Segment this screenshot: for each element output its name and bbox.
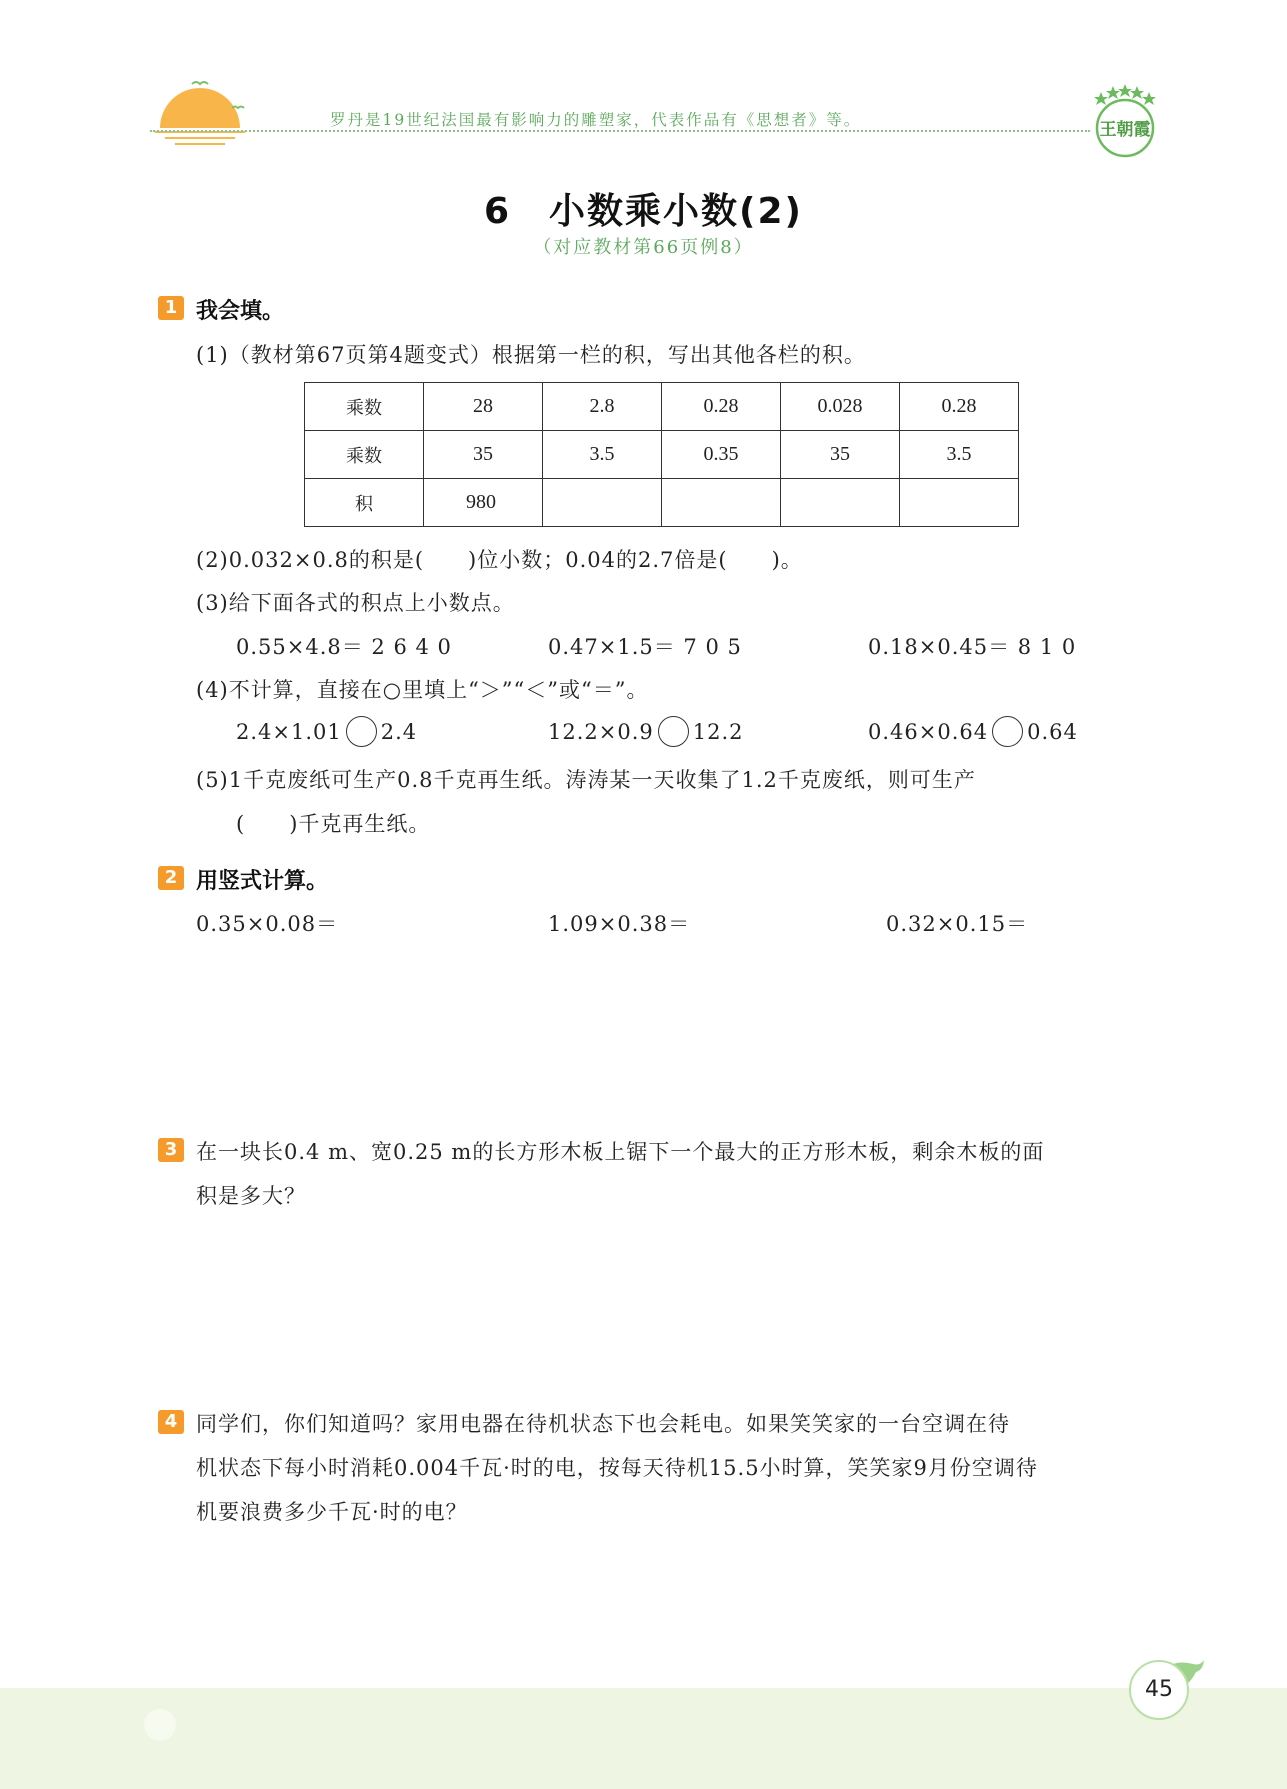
bubble-decoration-icon: [140, 1705, 180, 1745]
table-cell: 0.28: [662, 383, 781, 431]
table-row: [305, 431, 1019, 479]
header-divider: [150, 130, 1090, 132]
q1-part4-item: [236, 718, 417, 749]
compare-circle[interactable]: [346, 716, 377, 747]
table-row-label: 乘数: [305, 431, 424, 479]
q4-line2: 机状态下每小时消耗0.004千瓦·时的电，按每天待机15.5小时算，笑笑家9月份空调待: [196, 1456, 1038, 1480]
compare-left: 12.2×0.9: [548, 720, 654, 744]
footer-band: [0, 1688, 1287, 1789]
q2-item: 0.35×0.08＝: [196, 912, 339, 936]
answer-cell[interactable]: [543, 479, 662, 527]
q1-part3-item: 0.55×4.8＝ 2 6 4 0: [236, 635, 452, 659]
table-cell: 35: [424, 431, 543, 479]
table-row: [305, 383, 1019, 431]
question-number-1: 1: [158, 296, 184, 320]
table-cell: 0.35: [662, 431, 781, 479]
publisher-badge-icon: [1085, 78, 1165, 163]
q3-line2: 积是多大？: [196, 1184, 306, 1208]
answer-cell[interactable]: [900, 479, 1019, 527]
header-quote: 罗丹是19世纪法国最有影响力的雕塑家，代表作品有《思想者》等。: [330, 111, 862, 129]
q1-part3-item: 0.18×0.45＝ 8 1 0: [868, 635, 1077, 659]
page-subtitle: （对应教材第66页例8）: [533, 237, 754, 258]
table-cell: 3.5: [900, 431, 1019, 479]
question-number-4: 4: [158, 1410, 184, 1434]
product-table: [304, 382, 1019, 527]
question-number-2: 2: [158, 866, 184, 890]
compare-circle[interactable]: [992, 716, 1023, 747]
table-cell: 0.28: [900, 383, 1019, 431]
q4-line1: 同学们，你们知道吗？家用电器在待机状态下也会耗电。如果笑笑家的一台空调在待: [196, 1412, 1010, 1436]
page-title: 6 小数乘小数(2): [483, 191, 803, 232]
q1-part4-text: (4)不计算，直接在○里填上“＞”“＜”或“＝”。: [196, 678, 649, 702]
page-number: 45: [1129, 1660, 1189, 1720]
compare-left: 2.4×1.01: [236, 720, 342, 744]
question-1-heading: 我会填。: [196, 299, 285, 324]
table-row: [305, 479, 1019, 527]
table-cell: 2.8: [543, 383, 662, 431]
table-cell: 0.028: [781, 383, 900, 431]
q2-item: 0.32×0.15＝: [886, 912, 1029, 936]
q1-part4-item: [548, 718, 744, 749]
q2-item: 1.09×0.38＝: [548, 912, 691, 936]
sun-logo-icon: [150, 70, 250, 150]
compare-right: 0.64: [1027, 720, 1078, 744]
q1-part2-text: (2)0.032×0.8的积是( )位小数；0.04的2.7倍是( )。: [196, 548, 803, 572]
q4-line3: 机要浪费多少千瓦·时的电？: [196, 1500, 468, 1524]
table-cell: 3.5: [543, 431, 662, 479]
compare-right: 12.2: [692, 720, 744, 744]
compare-right: 2.4: [380, 720, 418, 744]
table-row-label: 乘数: [305, 383, 424, 431]
q1-part4-item: [868, 718, 1078, 749]
q1-part5-line2: ( )千克再生纸。: [236, 812, 431, 836]
q1-part3-item: 0.47×1.5＝ 7 0 5: [548, 635, 742, 659]
table-row-label: 积: [305, 479, 424, 527]
q1-part3-text: (3)给下面各式的积点上小数点。: [196, 591, 515, 615]
question-2-heading: 用竖式计算。: [196, 869, 329, 894]
compare-left: 0.46×0.64: [868, 720, 989, 744]
q1-part1-text: (1)（教材第67页第4题变式）根据第一栏的积，写出其他各栏的积。: [196, 343, 866, 367]
q1-part5-line1: (5)1千克废纸可生产0.8千克再生纸。涛涛某一天收集了1.2千克废纸，则可生产: [196, 768, 976, 792]
table-cell: 28: [424, 383, 543, 431]
answer-cell[interactable]: [781, 479, 900, 527]
q3-line1: 在一块长0.4 m、宽0.25 m的长方形木板上锯下一个最大的正方形木板，剩余木板的面: [196, 1140, 1045, 1164]
table-cell: 35: [781, 431, 900, 479]
answer-cell[interactable]: [662, 479, 781, 527]
table-cell: 980: [424, 479, 543, 527]
compare-circle[interactable]: [658, 716, 689, 747]
svg-text:王朝霞: 王朝霞: [1099, 120, 1151, 140]
question-number-3: 3: [158, 1138, 184, 1162]
